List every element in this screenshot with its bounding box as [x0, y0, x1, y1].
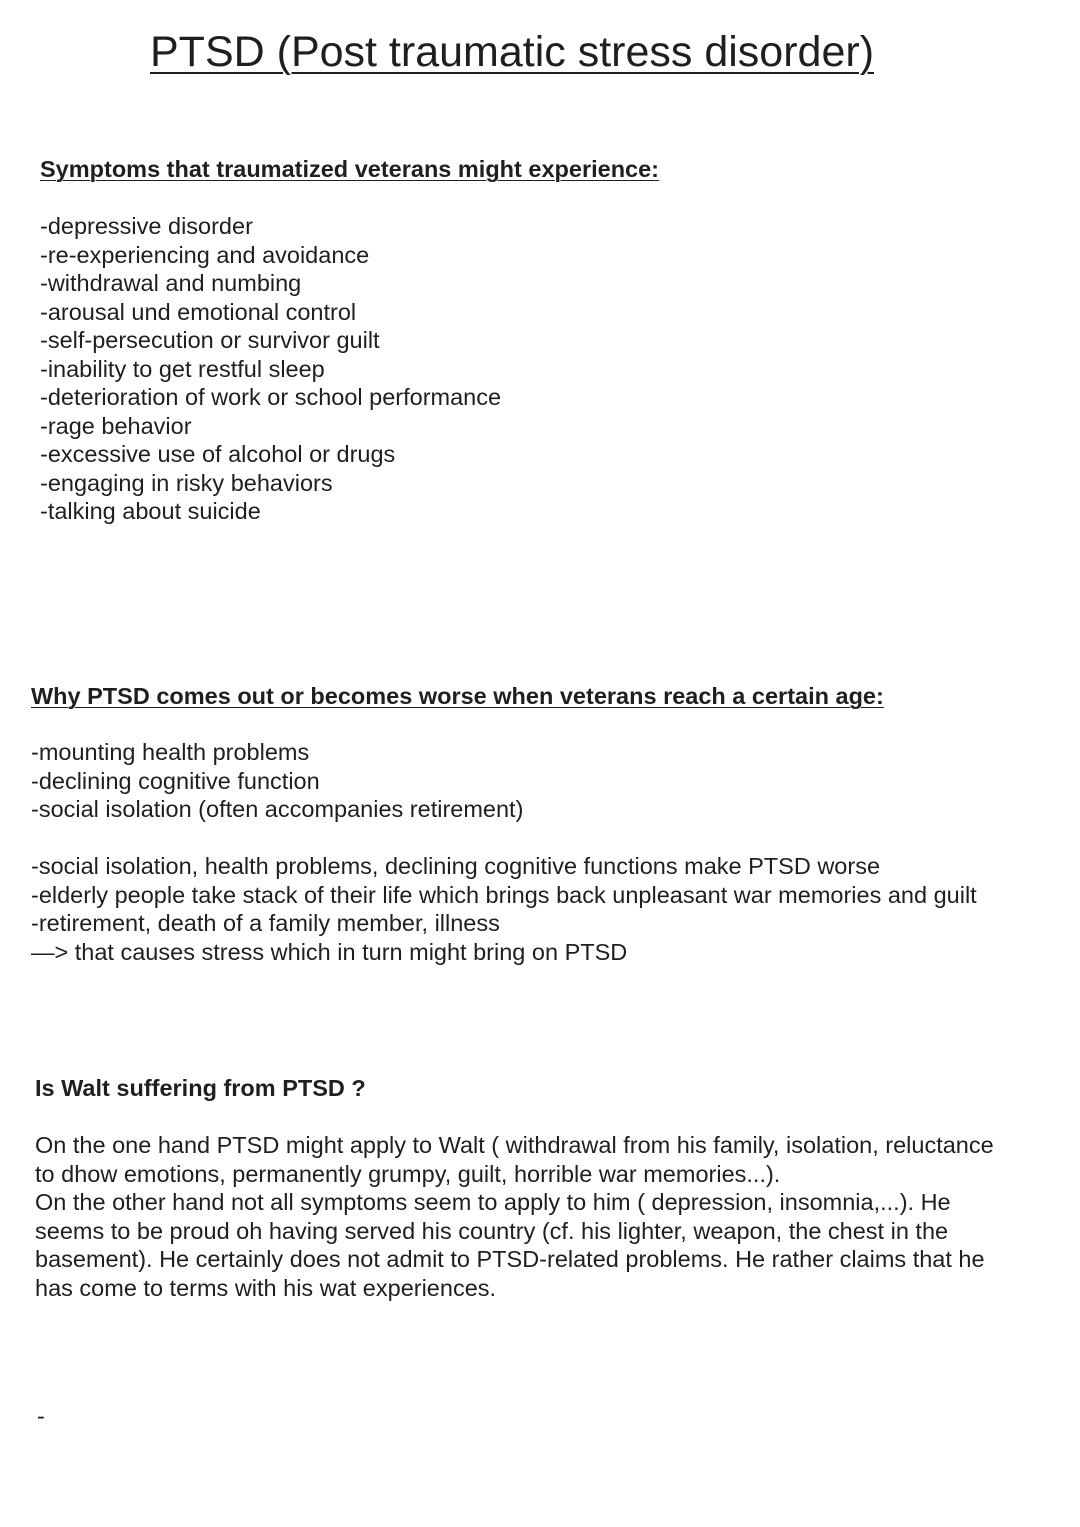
walt-answer-paragraph: [35, 1131, 994, 1302]
age-heading: Why PTSD comes out or becomes worse when veterans reach a certain age:: [31, 683, 884, 709]
list-item: -arousal und emotional control: [40, 298, 357, 325]
page-title: PTSD (Post traumatic stress disorder): [150, 28, 875, 76]
symptoms-heading: Symptoms that traumatized veterans might experience:: [40, 156, 660, 182]
list-item: -deterioration of work or school performance: [40, 384, 502, 410]
list-item: -social isolation, health problems, declining cognitive functions make PTSD worse: [31, 853, 881, 879]
list-item: -talking about suicide: [40, 498, 261, 524]
list-item: -retirement, death of a family member, illness: [31, 910, 500, 936]
list-item: -re-experiencing and avoidance: [40, 241, 370, 268]
list-item: —> that causes stress which in turn might bring on PTSD: [31, 938, 628, 965]
walt-question: Is Walt suffering from PTSD ?: [35, 1075, 366, 1101]
list-item: -elderly people take stack of their life which brings back unpleasant war memories and guilt: [31, 881, 977, 908]
list-item: -mounting health problems: [31, 739, 310, 765]
paragraph-line: has come to terms with his wat experiences.: [35, 1274, 497, 1301]
paragraph-line: basement). He certainly does not admit to PTSD-related problems. He rather claims that he: [35, 1246, 985, 1272]
list-item: -rage behavior: [40, 412, 192, 439]
age-effects-list: [31, 852, 977, 966]
list-item: -withdrawal and numbing: [40, 270, 302, 296]
list-item: -social isolation (often accompanies retirement): [31, 796, 524, 822]
list-item: -declining cognitive function: [31, 767, 320, 794]
paragraph-line: seems to be proud oh having served his country (cf. his lighter, weapon, the chest in the: [35, 1217, 949, 1244]
age-reasons-list: [31, 738, 523, 824]
list-item: -engaging in risky behaviors: [40, 469, 333, 496]
list-item: -self-persecution or survivor guilt: [40, 327, 380, 353]
paragraph-line: On the one hand PTSD might apply to Walt ( withdrawal from his family, isolation, reluctance: [35, 1132, 994, 1158]
list-item: -inability to get restful sleep: [40, 355, 325, 382]
trailing-dash: -: [37, 1403, 45, 1429]
paragraph-line: to dhow emotions, permanently grumpy, guilt, horrible war memories...).: [35, 1160, 781, 1187]
symptoms-list: [40, 212, 501, 526]
list-item: -excessive use of alcohol or drugs: [40, 441, 396, 467]
paragraph-line: On the other hand not all symptoms seem to apply to him ( depression, insomnia,...). He: [35, 1189, 951, 1215]
list-item: -depressive disorder: [40, 213, 253, 239]
